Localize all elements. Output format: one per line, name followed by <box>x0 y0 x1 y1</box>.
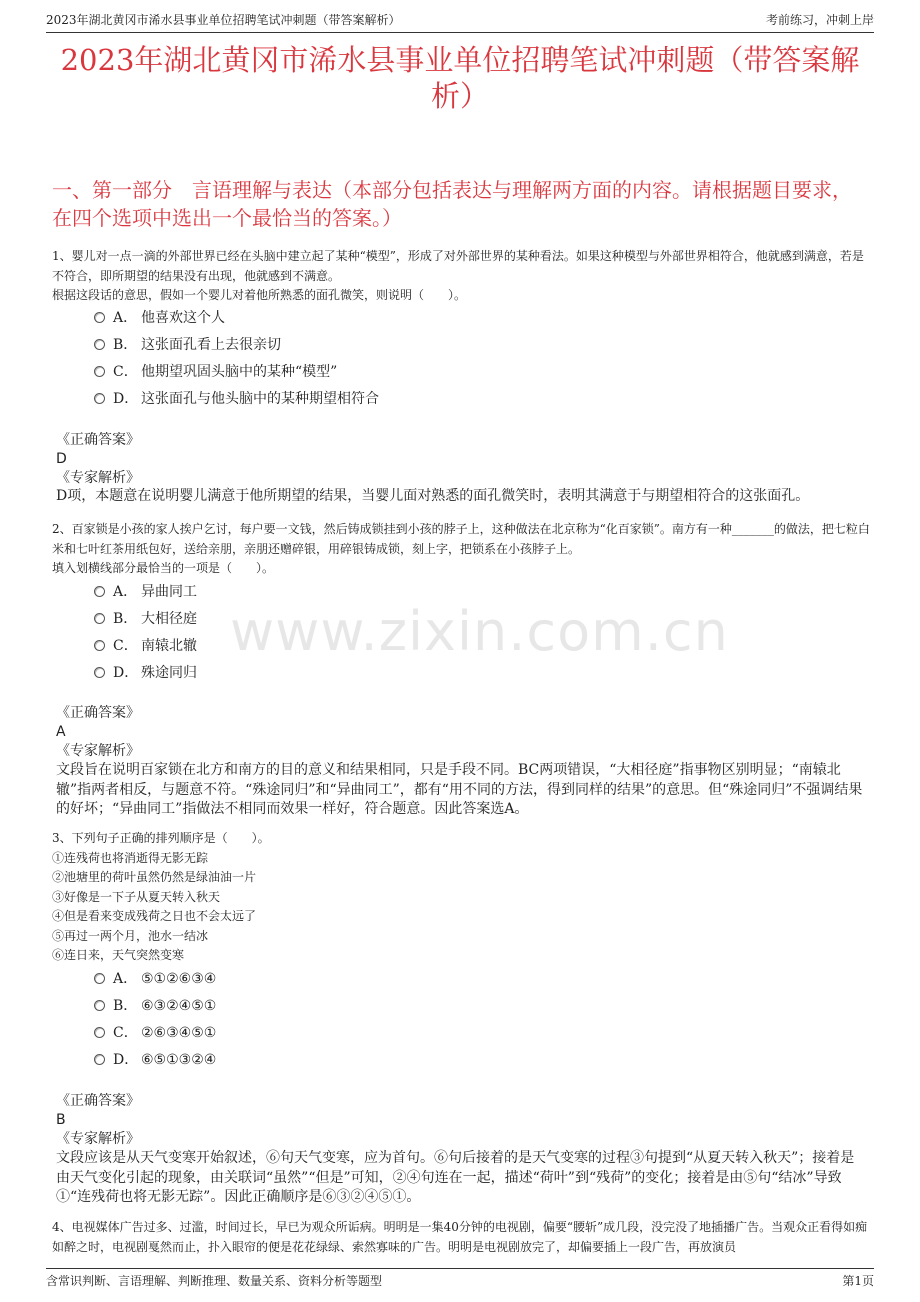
watermark: www.zixin.com.cn <box>230 600 729 663</box>
radio-icon[interactable] <box>94 640 105 651</box>
question-2-option-b[interactable] <box>94 610 197 628</box>
question-3-stem <box>52 829 870 966</box>
question-3-sentence: ⑥连日来，天气突然变寒 <box>52 948 185 962</box>
analysis-label: 《专家解析》 <box>56 1131 140 1147</box>
option-text: 大相径庭 <box>141 611 197 627</box>
question-2-prompt: 填入划横线部分最恰当的一项是（ ）。 <box>52 561 275 575</box>
question-3-sentence: ⑤再过一两个月，池水一结冰 <box>52 928 209 943</box>
question-2-stem-line: 2、百家锁是小孩的家人挨户乞讨，每户要一文钱，然后铸成锁挂到小孩的脖子上，这种做法在北京称为“化百家锁”。南方有一种_______的做法，把七粒白米和七叶红茶用纸包好，送给亲朋，亲朋还赠碎银，用碎银铸成锁，刻上字，把锁系在小孩脖子上。 <box>52 522 870 556</box>
radio-icon[interactable] <box>94 1054 105 1065</box>
question-1-stem-line: 1、婴儿对一点一滴的外部世界已经在头脑中建立起了某种“模型”，形成了对外部世界的某种看法。如果这种模型与外部世界相符合，他就感到满意，若是不符合，即所期望的结果没有出现，他就感到不满意。 <box>52 249 864 283</box>
answer-value: A <box>56 724 66 740</box>
option-letter: A． <box>113 971 138 987</box>
radio-icon[interactable] <box>94 312 105 323</box>
question-2-stem <box>52 520 870 579</box>
option-text: ⑤①②⑥③④ <box>141 971 217 987</box>
question-3-analysis: 文段应该是从天气变寒开始叙述，⑥句天气变寒，应为首句。⑥句后接着的是天气变寒的过程③句提到“从夏天转入秋天”；接着是由天气变化引起的现象，由关联词“虽然”“但是”可知，②④句连在一起，描述“荷叶”到“残荷”的变化；接着是由⑤句“结冰”导致①“连残荷也将无影无踪”。因此正确顺序是⑥③②④⑤①。 <box>56 1150 855 1206</box>
radio-icon[interactable] <box>94 339 105 350</box>
question-1-analysis: D项，本题意在说明婴儿满意于他所期望的结果，当婴儿面对熟悉的面孔微笑时，表明其满意于与期望相符合的这张面孔。 <box>56 488 810 504</box>
option-text: 他喜欢这个人 <box>141 310 225 326</box>
question-3-option-a[interactable] <box>94 970 216 988</box>
question-3-sentence: ③好像是一下子从夏天转入秋天 <box>52 889 221 904</box>
option-letter: D． <box>113 665 139 681</box>
option-text: 南辕北辙 <box>141 638 197 654</box>
option-letter: A． <box>113 584 138 600</box>
page-header <box>46 10 874 33</box>
option-letter: D． <box>113 1052 139 1068</box>
analysis-label: 《专家解析》 <box>56 470 140 486</box>
question-3-sentence: ①连残荷也将消逝得无影无踪 <box>52 850 209 865</box>
option-letter: D． <box>113 391 139 407</box>
radio-icon[interactable] <box>94 973 105 984</box>
question-3-option-c[interactable] <box>94 1024 216 1042</box>
question-3-answer <box>56 1092 870 1149</box>
radio-icon[interactable] <box>94 393 105 404</box>
question-1-prompt: 根据这段话的意思，假如一个婴儿对着他所熟悉的面孔微笑，则说明（ ）。 <box>52 288 467 302</box>
page-footer <box>46 1268 874 1291</box>
option-letter: B． <box>113 337 138 353</box>
question-1-option-c[interactable] <box>94 363 337 381</box>
option-letter: A． <box>113 310 138 326</box>
question-3-prompt: 3、下列句子正确的排列顺序是（ ）。 <box>52 831 270 845</box>
question-2-option-a[interactable] <box>94 583 197 601</box>
option-text: 这张面孔看上去很亲切 <box>141 337 281 353</box>
radio-icon[interactable] <box>94 1027 105 1038</box>
radio-icon[interactable] <box>94 1000 105 1011</box>
question-2-option-d[interactable] <box>94 664 197 682</box>
question-2-answer <box>56 704 870 761</box>
question-4-stem <box>52 1218 870 1257</box>
option-text: 异曲同工 <box>141 584 197 600</box>
question-2-option-c[interactable] <box>94 637 197 655</box>
question-1-option-a[interactable] <box>94 309 225 327</box>
header-slogan: 考前练习，冲刺上岸 <box>765 13 874 27</box>
answer-value: B <box>56 1112 66 1128</box>
option-letter: B． <box>113 998 138 1014</box>
question-1-answer <box>56 431 870 488</box>
option-letter: B． <box>113 611 138 627</box>
answer-label: 《正确答案》 <box>56 705 140 721</box>
option-text: ②⑥③④⑤① <box>141 1025 217 1041</box>
option-letter: C． <box>113 364 138 380</box>
header-doc-title: 2023年湖北黄冈市浠水县事业单位招聘笔试冲刺题（带答案解析） <box>46 13 401 27</box>
option-text: 殊途同归 <box>141 665 197 681</box>
document-title: 2023年湖北黄冈市浠水县事业单位招聘笔试冲刺题（带答案解析） <box>60 43 860 113</box>
option-letter: C． <box>113 638 138 654</box>
answer-label: 《正确答案》 <box>56 1093 140 1109</box>
answer-label: 《正确答案》 <box>56 432 140 448</box>
answer-value: D <box>56 451 67 467</box>
page-number: 第1页 <box>842 1274 874 1288</box>
question-1-stem <box>52 247 870 306</box>
question-3-option-d[interactable] <box>94 1051 216 1069</box>
section-heading: 一、第一部分 言语理解与表达（本部分包括表达与理解两方面的内容。请根据题目要求，在四个选项中选出一个最恰当的答案。） <box>52 178 852 230</box>
question-1-option-d[interactable] <box>94 390 379 408</box>
radio-icon[interactable] <box>94 667 105 678</box>
option-text: ⑥③②④⑤① <box>141 998 217 1014</box>
option-text: 这张面孔与他头脑中的某种期望相符合 <box>141 391 379 407</box>
question-1-option-b[interactable] <box>94 336 281 354</box>
radio-icon[interactable] <box>94 586 105 597</box>
radio-icon[interactable] <box>94 366 105 377</box>
analysis-label: 《专家解析》 <box>56 743 140 759</box>
question-4-stem-line: 4、电视媒体广告过多、过滥，时间过长，早已为观众所诟病。明明是一集40分钟的电视剧，偏要“腰斩”成几段，没完没了地插播广告。当观众正看得如痴如醉之时，电视剧戛然而止，扑入眼帘的便是花花绿绿、索然寡味的广告。明明是电视剧放完了，却偏要插上一段广告，再放演员 <box>52 1220 868 1254</box>
option-text: 他期望巩固头脑中的某种“模型” <box>141 364 338 380</box>
question-3-sentence: ②池塘里的荷叶虽然仍然是绿油油一片 <box>52 870 257 884</box>
question-3-option-b[interactable] <box>94 997 216 1015</box>
option-letter: C． <box>113 1025 138 1041</box>
radio-icon[interactable] <box>94 613 105 624</box>
question-3-sentence: ④但是看来变成残荷之日也不会太远了 <box>52 909 257 923</box>
question-2-analysis: 文段旨在说明百家锁在北方和南方的目的意义和结果相同，只是手段不同。BC两项错误，“大相径庭”指事物区别明显；“南辕北辙”指两者相反，与题意不符。“殊途同归”和“异曲同工”，都有“用不同的方法，得到同样的结果”的意思。但“殊途同归”不强调结果的好坏；“异曲同工”指做法不相同而效果一样好，符合题意。因此答案选A。 <box>56 762 863 818</box>
footer-note: 含常识判断、言语理解、判断推理、数量关系、资料分析等题型 <box>46 1274 383 1288</box>
option-text: ⑥⑤①③②④ <box>141 1052 217 1068</box>
